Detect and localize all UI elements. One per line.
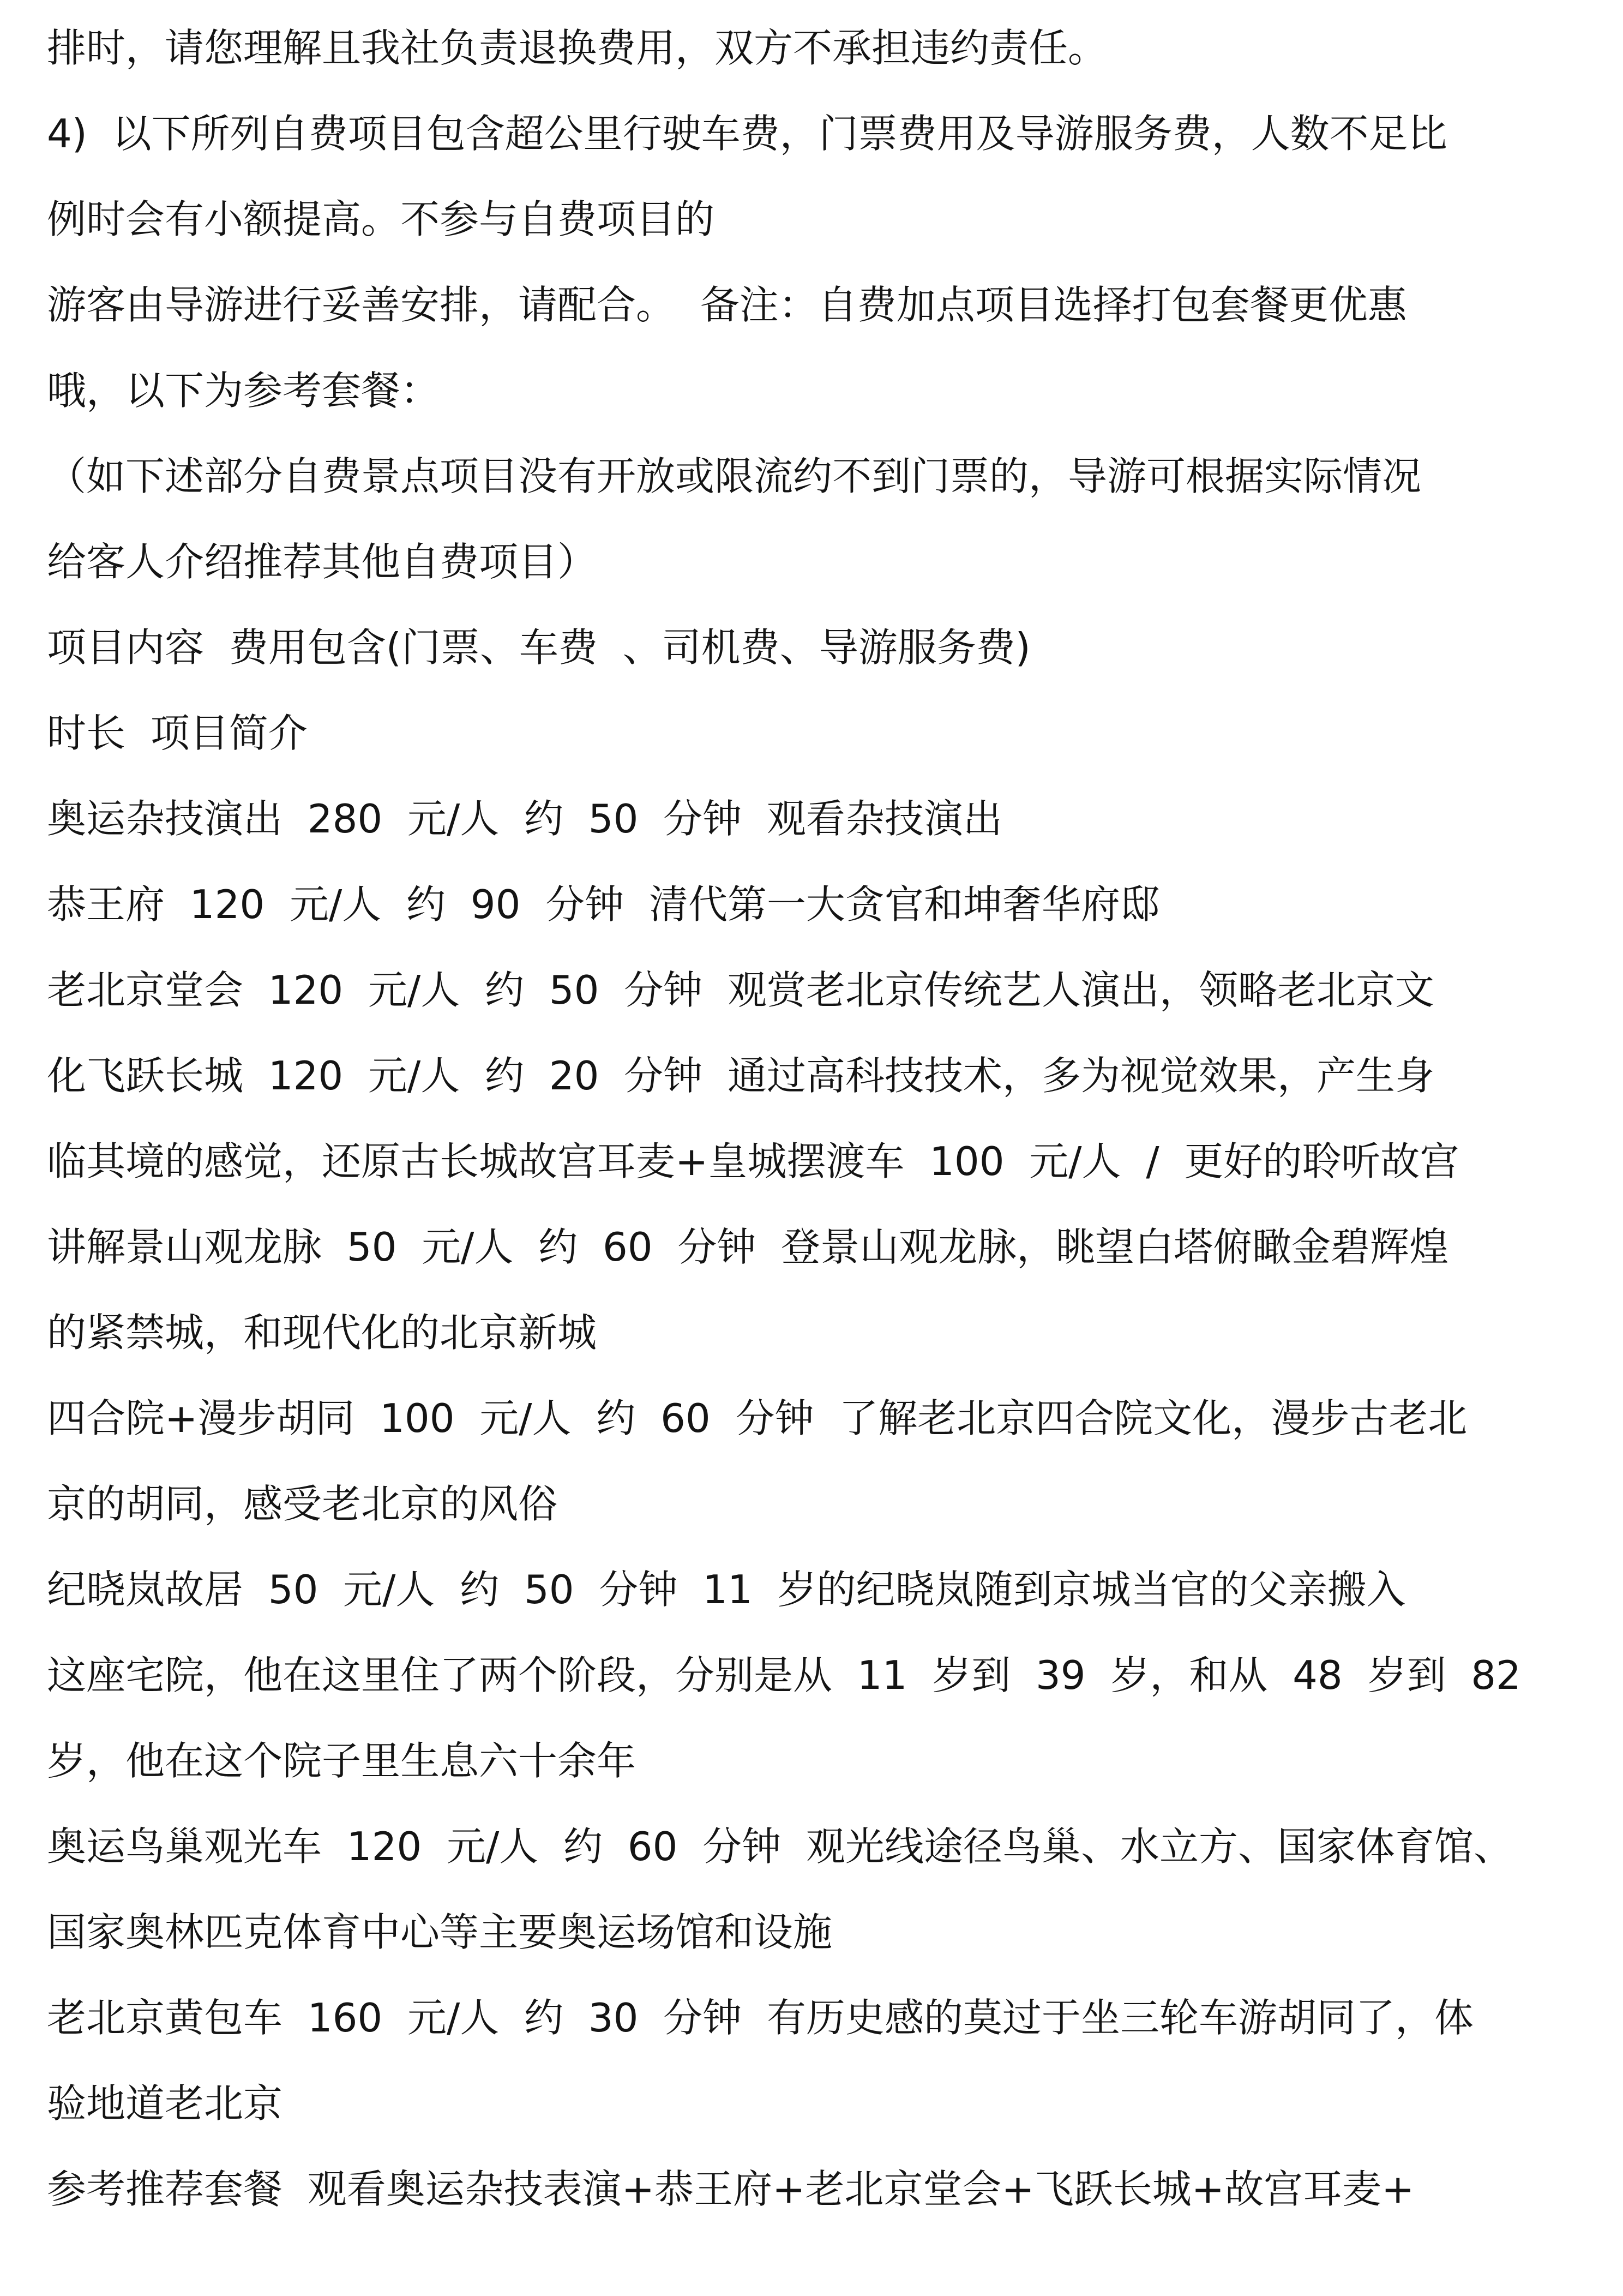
text-line: 排时，请您理解且我社负责退换费用，双方不承担违约责任。	[47, 25, 1108, 71]
text-line: 奥运杂技演出 280 元/人 约 50 分钟 观看杂技演出	[47, 796, 1002, 842]
text-line: 哦，以下为参考套餐：	[47, 368, 440, 413]
text-line: 游客由导游进行妥善安排，请配合。 备注：自费加点项目选择打包套餐更优惠	[47, 282, 1407, 328]
text-line: 纪晓岚故居 50 元/人 约 50 分钟 11 岁的纪晓岚随到京城当官的父亲搬入	[47, 1567, 1406, 1612]
text-line: 化飞跃长城 120 元/人 约 20 分钟 通过高科技技术，多为视觉效果，产生身	[47, 1053, 1434, 1099]
text-line: 恭王府 120 元/人 约 90 分钟 清代第一大贪官和坤奢华府邸	[47, 882, 1159, 927]
text-line: 岁，他在这个院子里生息六十余年	[47, 1738, 636, 1784]
text-line: 这座宅院，他在这里住了两个阶段，分别是从 11 岁到 39 岁，和从 48 岁到 82	[47, 1652, 1521, 1698]
text-line: 京的胡同，感受老北京的风俗	[47, 1481, 558, 1527]
text-line: 讲解景山观龙脉 50 元/人 约 60 分钟 登景山观龙脉，眺望白塔俯瞰金碧辉煌	[47, 1224, 1449, 1270]
text-line: 时长 项目简介	[47, 710, 308, 756]
text-line: 4) 以下所列自费项目包含超公里行驶车费，门票费用及导游服务费，人数不足比	[47, 111, 1447, 157]
text-line: 验地道老北京	[47, 2081, 283, 2126]
text-line: （如下述部分自费景点项目没有开放或限流约不到门票的，导游可根据实际情况	[47, 453, 1422, 499]
text-line: 老北京黄包车 160 元/人 约 30 分钟 有历史感的莫过于坐三轮车游胡同了，体	[47, 1995, 1474, 2041]
text-line: 奥运鸟巢观光车 120 元/人 约 60 分钟 观光线途径鸟巢、水立方、国家体育馆、	[47, 1824, 1513, 1869]
document-body	[47, 5, 1585, 2232]
text-line: 例时会有小额提高。不参与自费项目的	[47, 196, 715, 242]
text-line: 项目内容 费用包含(门票、车费 、司机费、导游服务费)	[47, 625, 1031, 670]
text-line: 老北京堂会 120 元/人 约 50 分钟 观赏老北京传统艺人演出，领略老北京文	[47, 967, 1434, 1013]
text-line: 四合院+漫步胡同 100 元/人 约 60 分钟 了解老北京四合院文化，漫步古老北	[47, 1395, 1468, 1441]
text-line: 给客人介绍推荐其他自费项目）	[47, 539, 597, 585]
text-line: 临其境的感觉，还原古长城故宫耳麦+皇城摆渡车 100 元/人 / 更好的聆听故宫	[47, 1138, 1459, 1184]
text-line: 参考推荐套餐 观看奥运杂技表演+恭王府+老北京堂会+飞跃长城+故宫耳麦+	[47, 2166, 1415, 2212]
text-line: 国家奥林匹克体育中心等主要奥运场馆和设施	[47, 1909, 833, 1955]
text-line: 的紧禁城，和现代化的北京新城	[47, 1310, 597, 1356]
